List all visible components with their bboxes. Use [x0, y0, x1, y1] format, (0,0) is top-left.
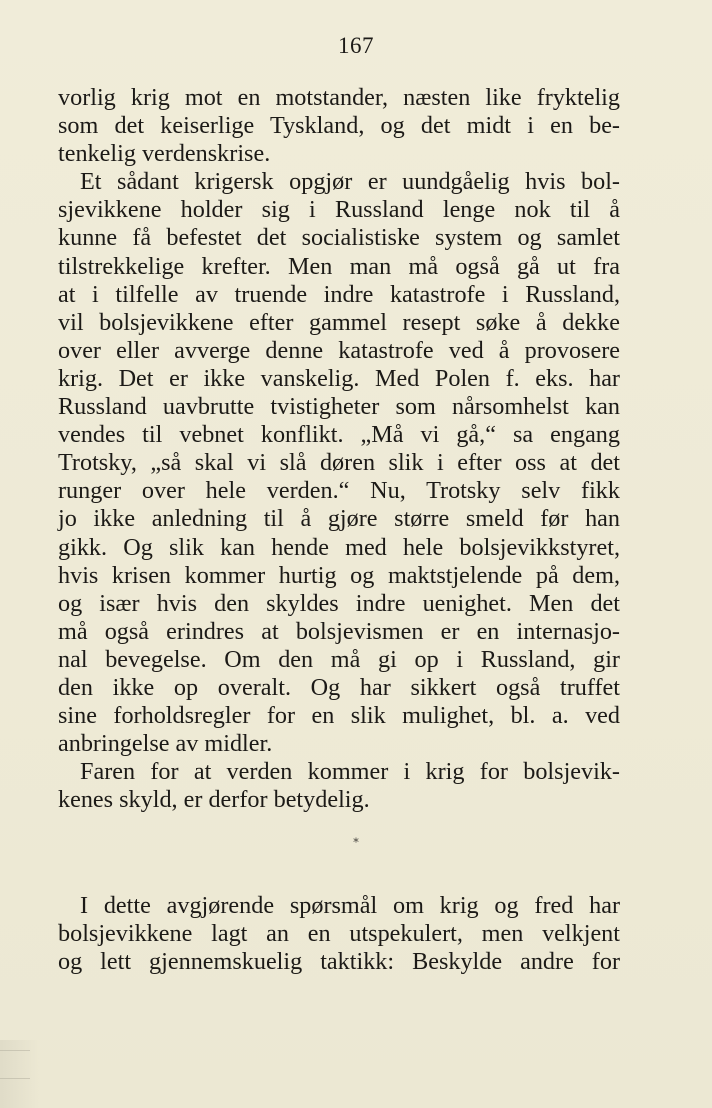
- text-line: krig. Det er ikke vanskelig. Med Polen f. eks. har: [58, 364, 620, 392]
- text-line: tenkelig verdenskrise.: [58, 140, 271, 168]
- text-line: vil bolsjevikkene efter gammel resept søke å dekke: [58, 308, 620, 336]
- second-text-block: [58, 892, 620, 976]
- text-line: den ikke op overalt. Og har sikkert også truffet: [58, 673, 620, 701]
- text-line: Et sådant krigersk opgjør er uundgåelig hvis bol-: [80, 168, 620, 196]
- text-line: vorlig krig mot en motstander, næsten like fryktelig: [58, 84, 620, 111]
- text-line: som det keiserlige Tyskland, og det midt i en be-: [58, 112, 620, 140]
- text-line: runger over hele verden.“ Nu, Trotsky selv fikk: [58, 477, 620, 505]
- text-line: over eller avverge denne katastrofe ved å provosere: [58, 336, 620, 364]
- text-line: Trotsky, „så skal vi slå døren slik i efter oss at det: [58, 449, 620, 477]
- paragraph-tactics: [58, 892, 620, 976]
- text-line: må også erindres at bolsjevismen er en internasjo-: [58, 617, 620, 645]
- text-line: I dette avgjørende spørsmål om krig og fred har: [80, 892, 620, 919]
- text-line: kenes skyld, er derfor betydelig.: [58, 786, 370, 814]
- paragraph-continuation: [58, 84, 620, 168]
- text-line: tilstrekkelige krefter. Men man må også gå ut fra: [58, 252, 620, 280]
- text-line: hvis krisen kommer hurtig og maktstjelende på dem,: [58, 561, 620, 589]
- text-line: at i tilfelle av truende indre katastrofe i Russland,: [58, 280, 620, 308]
- text-line: og lett gjennemskuelig taktikk: Beskylde andre for: [58, 948, 620, 976]
- text-line: anbringelse av midler.: [58, 730, 273, 758]
- main-text-block: [58, 84, 620, 814]
- scan-edge-mark: [0, 1050, 30, 1051]
- text-line: Russland uavbrutte tvistigheter som nårsomhelst kan: [58, 393, 620, 421]
- scan-edge-mark: [0, 1078, 30, 1079]
- paragraph-crisis: [58, 168, 620, 758]
- text-line: sine forholdsregler for en slik mulighet, bl. a. ved: [58, 702, 620, 730]
- text-line: vendes til vebnet konflikt. „Må vi gå,“ sa engang: [58, 421, 620, 449]
- text-line: og især hvis den skyldes indre uenighet. Men det: [58, 589, 620, 617]
- text-line: jo ikke anledning til å gjøre større smeld før han: [58, 505, 620, 533]
- text-line: sjevikkene holder sig i Russland lenge nok til å: [58, 196, 620, 224]
- text-line: nal bevegelse. Om den må gi op i Russland, gir: [58, 645, 620, 673]
- section-separator: *: [353, 836, 359, 849]
- text-line: Faren for at verden kommer i krig for bolsjevik-: [80, 758, 620, 786]
- text-line: kunne få befestet det socialistiske system og samlet: [58, 224, 620, 252]
- paragraph-danger: [58, 758, 620, 814]
- page-number: 167: [338, 33, 374, 58]
- text-line: gikk. Og slik kan hende med hele bolsjevikkstyret,: [58, 533, 620, 561]
- text-line: bolsjevikkene lagt an en utspekulert, men velkjent: [58, 920, 620, 948]
